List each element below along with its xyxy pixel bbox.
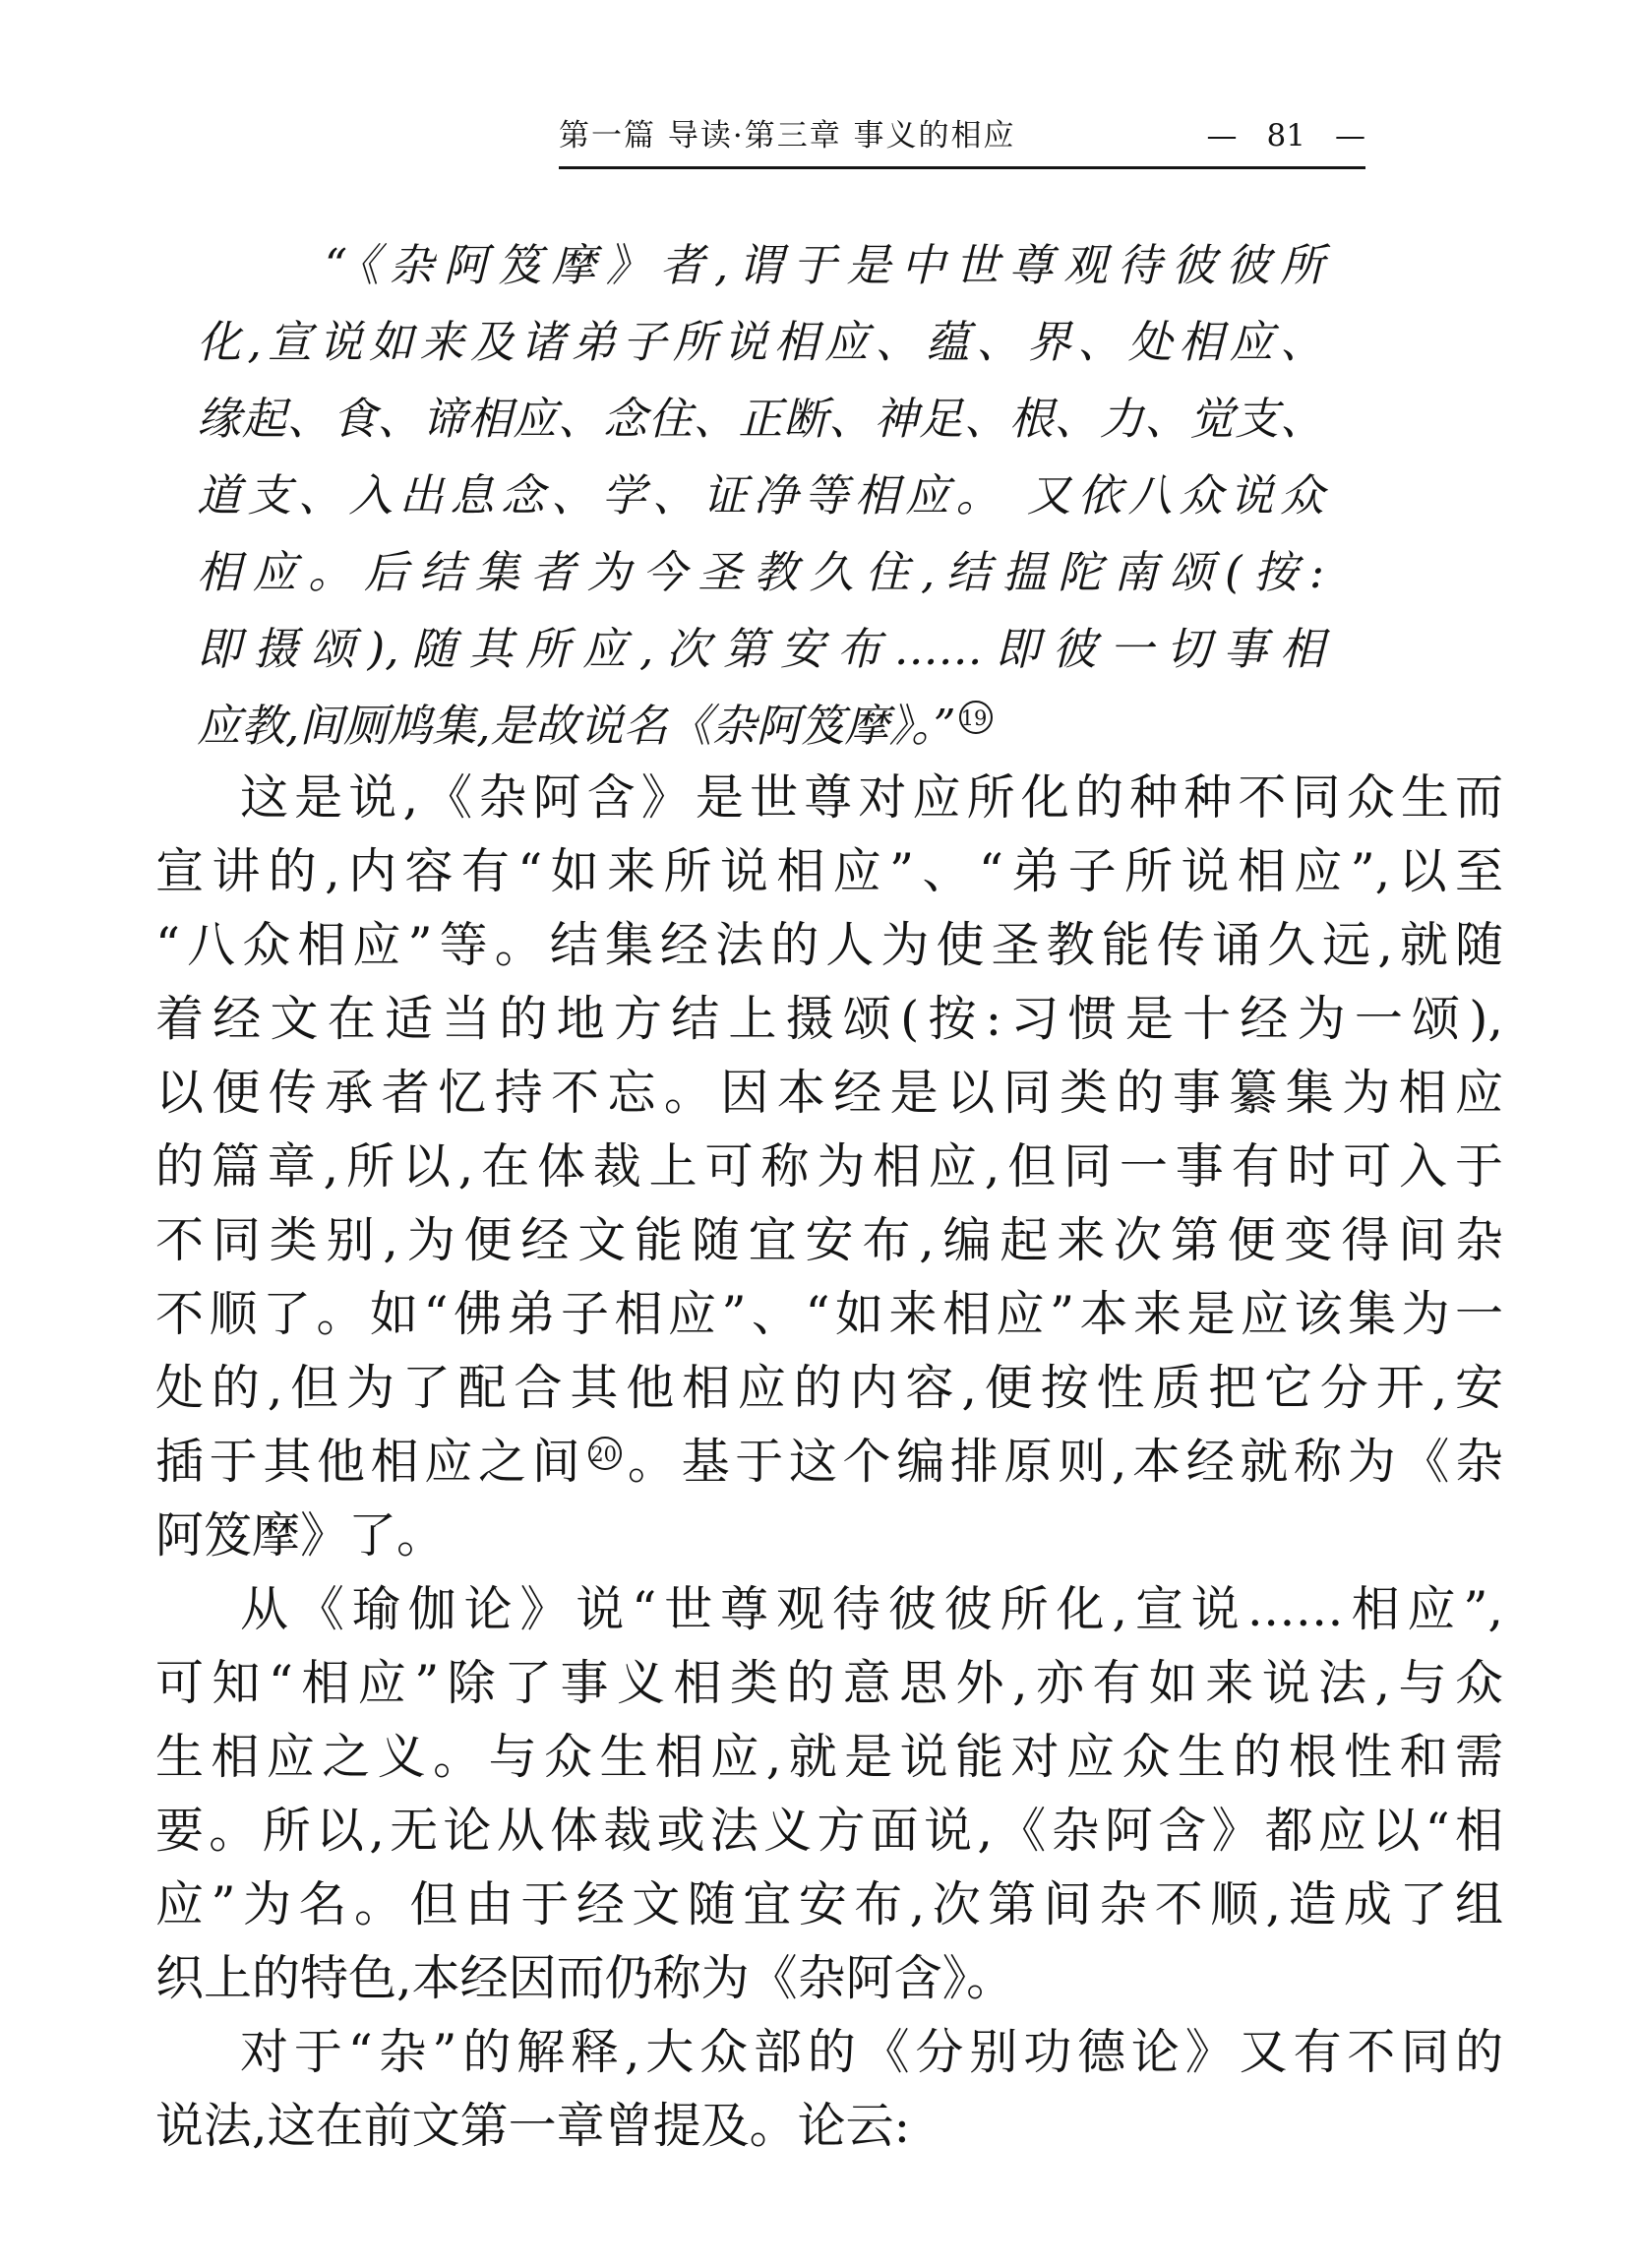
body-line: 不同类别,为便经文能随宜安布,编起来次第便变得间杂 [155, 1212, 1503, 1268]
body-line: 处的,但为了配合其他相应的内容,便按性质把它分开,安 [155, 1360, 1503, 1416]
page-number-dash-left: — [1206, 118, 1238, 153]
page-number: 81 [1266, 118, 1305, 153]
body-line: 织上的特色,本经因而仍称为《杂阿含》。 [155, 1950, 1015, 2006]
quote-line: 化,宣说如来及诸弟子所说相应、蕴、界、处相应、 [197, 316, 1324, 368]
body-line: “八众相应”等。结集经法的人为使圣教能传诵久远,就随 [155, 917, 1503, 973]
quote-closing-text: 应教,间厕鸠集,是故说名《杂阿笈摩》。” [197, 700, 956, 752]
body-line: 从《瑜伽论》说“世尊观待彼彼所化,宣说……相应”, [240, 1581, 1503, 1637]
body-line-text: 插于其他相应之间 [155, 1434, 586, 1490]
footnote-marker-19: 19 [959, 701, 993, 734]
quote-line: 即摄颂),随其所应,次第安布……即彼一切事相 [197, 623, 1324, 675]
body-line: 着经文在适当的地方结上摄颂(按:习惯是十经为一颂), [155, 991, 1503, 1047]
quote-line: 道支、入出息念、学、证净等相应。 又依八众说众 [197, 469, 1324, 521]
body-line: 生相应之义。与众生相应,就是说能对应众生的根性和需 [155, 1729, 1503, 1785]
body-line: 宣讲的,内容有“如来所说相应”、“弟子所说相应”,以至 [155, 843, 1503, 899]
body-line: 应”为名。但由于经文随宜安布,次第间杂不顺,造成了组 [155, 1876, 1503, 1932]
chapter-title: 第一篇 导读·第三章 事义的相应 [559, 118, 1016, 153]
body-line: 说法,这在前文第一章曾提及。论云: [155, 2098, 911, 2154]
footnote-marker-20: 20 [588, 1437, 622, 1470]
quote-line: 相应。后结集者为今圣教久住,结揾陀南颂(按: [197, 546, 1324, 598]
body-line-text: 。基于这个编排原则,本经就称为《杂 [622, 1434, 1503, 1490]
body-line: 要。所以,无论从体裁或法义方面说,《杂阿含》都应以“相 [155, 1803, 1503, 1859]
body-line: 阿笈摩》了。 [155, 1507, 446, 1563]
body-text [155, 761, 1503, 2163]
page-number-dash-right: — [1335, 118, 1365, 153]
body-line: 不顺了。如“佛弟子相应”、“如来相应”本来是应该集为一 [155, 1286, 1503, 1342]
body-line-with-footnote [155, 1425, 1503, 1499]
page-number-group [1207, 118, 1365, 153]
body-line: 这是说,《杂阿含》是世尊对应所化的种种不同众生而 [240, 769, 1503, 826]
quote-line: “《杂阿笈摩》者,谓于是中世尊观待彼彼所 [325, 239, 1324, 291]
body-line: 以便传承者忆持不忘。因本经是以同类的事纂集为相应 [155, 1065, 1503, 1121]
body-line: 的篇章,所以,在体裁上可称为相应,但同一事有时可入于 [155, 1138, 1503, 1195]
body-line: 对于“杂”的解释,大众部的《分别功德论》又有不同的 [240, 2024, 1503, 2080]
quote-line [197, 688, 1324, 765]
body-line: 可知“相应”除了事义相类的意思外,亦有如来说法,与众 [155, 1655, 1503, 1711]
running-header [559, 110, 1365, 169]
quotation-block [197, 227, 1324, 765]
quote-line: 缘起、食、谛相应、念住、正断、神足、根、力、觉支、 [197, 393, 1324, 445]
